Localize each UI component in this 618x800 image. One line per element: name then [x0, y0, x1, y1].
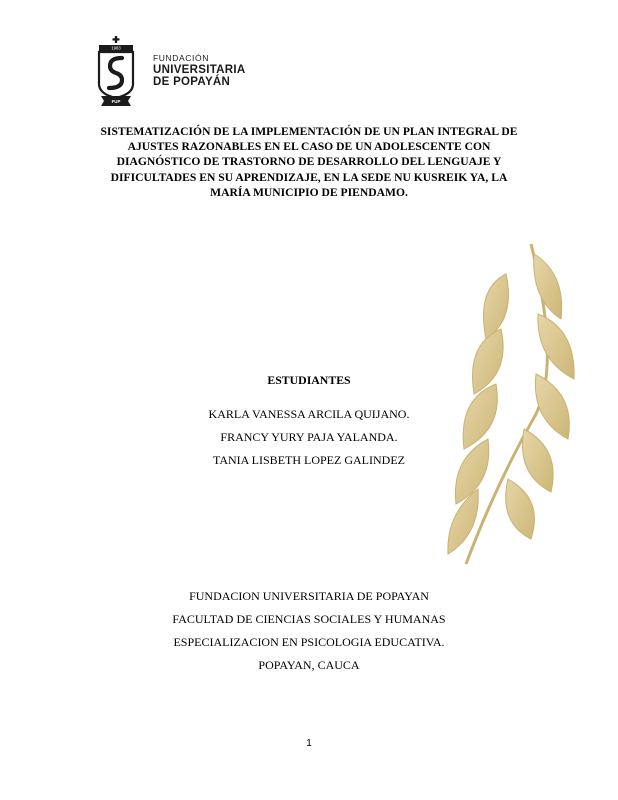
- faculty-name: FACULTAD DE CIENCIAS SOCIALES Y HUMANAS: [172, 612, 446, 626]
- student-name: KARLA VANESSA ARCILA QUIJANO.: [208, 407, 410, 421]
- document-title: SISTEMATIZACIÓN DE LA IMPLEMENTACIÓN DE UN PLAN INTEGRAL DE AJUSTES RAZONABLES EN EL CASO DE UN ADOLESCENTE CON DIAGNÓSTICO DE TRASTORNO DE DESARROLLO DEL LENGUAJE Y DIFICULTADES EN SU APRENDIZAJE, EN LA SEDE NU KUSREIK YA, LA MARÍA MUNICIPIO DE PIENDAMO.: [100, 125, 518, 199]
- logo-line-fundacion: FUNDACIÓN: [153, 53, 209, 63]
- university-shield-icon: [95, 36, 137, 106]
- logo-wordmark: [153, 54, 246, 89]
- student-name: FRANCY YURY PAJA YALANDA.: [220, 430, 398, 444]
- logo-badge-label: FUP: [111, 99, 121, 105]
- logo-year-label: 1983: [111, 45, 121, 51]
- ornament-leaf: [534, 254, 562, 319]
- ornament-leaf: [484, 274, 509, 339]
- logo-line-popayan: DE POPAYÁN: [153, 76, 231, 89]
- ornament-leaf: [538, 314, 574, 379]
- ornament-leaf: [506, 479, 535, 539]
- students-heading: ESTUDIANTES: [267, 373, 351, 387]
- program-name: ESPECIALIZACION EN PSICOLOGIA EDUCATIVA.: [173, 635, 445, 649]
- location-line: POPAYAN, CAUCA: [258, 658, 360, 672]
- institution-block: [0, 585, 618, 677]
- students-list: [0, 403, 618, 472]
- institution-name: FUNDACION UNIVERSITARIA DE POPAYAN: [189, 589, 429, 603]
- page-number: 1: [306, 738, 312, 749]
- logo-line-universitaria: UNIVERSITARIA: [153, 63, 246, 76]
- laurel-leaf-ornament: [436, 234, 586, 564]
- university-logo: [95, 36, 255, 108]
- student-name: TANIA LISBETH LOPEZ GALINDEZ: [212, 453, 405, 467]
